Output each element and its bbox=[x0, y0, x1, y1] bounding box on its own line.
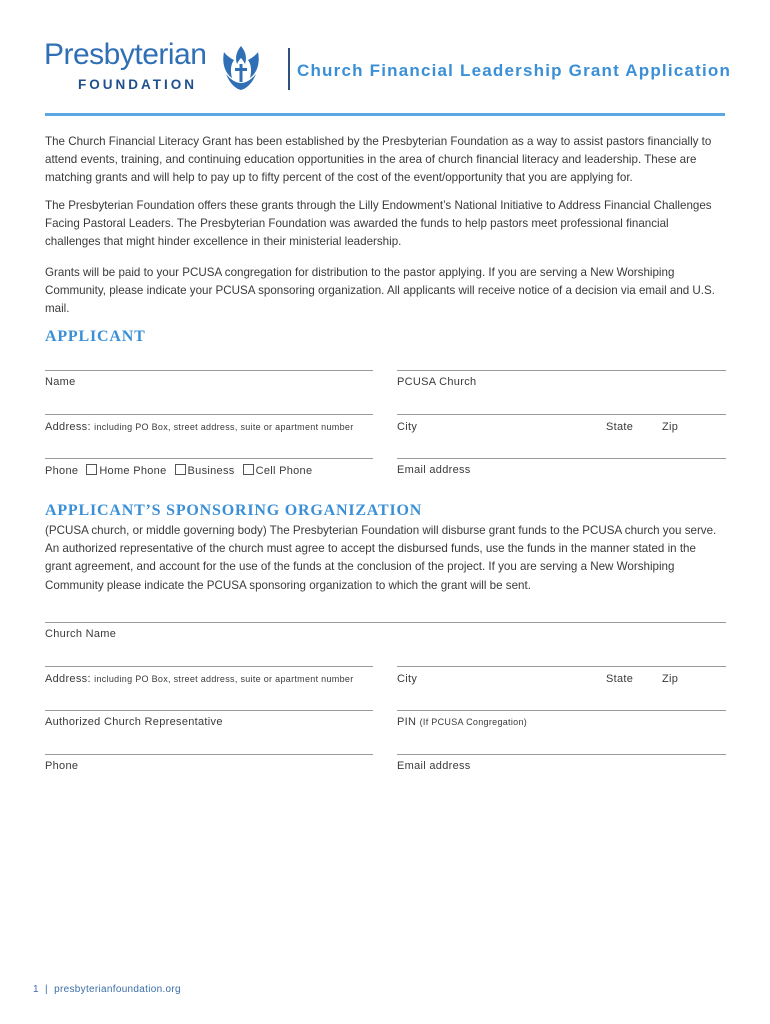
church-field-line[interactable] bbox=[397, 370, 726, 371]
phone-field-line[interactable] bbox=[45, 458, 373, 459]
city-label: City bbox=[397, 421, 418, 433]
logo-wordmark: Presbyterian bbox=[44, 38, 207, 71]
rep-field-line[interactable] bbox=[45, 710, 373, 711]
footer-separator: | bbox=[45, 984, 48, 995]
page-footer bbox=[33, 984, 181, 995]
address-hint: including PO Box, street address, suite or apartment number bbox=[94, 422, 354, 432]
sponsor-address-label bbox=[45, 673, 354, 685]
sponsor-address-label-text: Address: bbox=[45, 673, 91, 685]
state-label: State bbox=[606, 421, 634, 433]
sponsor-description: (PCUSA church, or middle governing body) The Presbyterian Foundation will disburse grant funds to the PCUSA church you serve. An authorized representative of the church must agree to accept the disbursed funds, use the funds in the manner stated in the grant agreement, and account for the use of the funds at the conclusion of the project. If you are serving a New Worshiping Community please indicate the PCUSA sponsoring organization to which the grant will be sent. bbox=[45, 524, 717, 592]
sponsor-email-field-line[interactable] bbox=[397, 754, 726, 755]
footer-website-link[interactable]: presbyterianfoundation.org bbox=[54, 984, 181, 995]
sponsor-zip-label: Zip bbox=[662, 673, 679, 685]
rep-label: Authorized Church Representative bbox=[45, 716, 223, 728]
business-checkbox[interactable] bbox=[175, 464, 186, 475]
sponsor-heading: APPLICANT’S SPONSORING ORGANIZATION bbox=[45, 502, 423, 519]
sponsor-city-field-line[interactable] bbox=[397, 666, 726, 667]
sponsor-phone-label: Phone bbox=[45, 760, 79, 772]
church-label: PCUSA Church bbox=[397, 376, 477, 388]
city-field-line[interactable] bbox=[397, 414, 726, 415]
name-field-line[interactable] bbox=[45, 370, 373, 371]
cell-phone-checkbox[interactable] bbox=[243, 464, 254, 475]
phone-label: Phone bbox=[45, 465, 79, 477]
name-label: Name bbox=[45, 376, 76, 388]
page-title: Church Financial Leadership Grant Application bbox=[297, 61, 732, 80]
intro-paragraph-2: The Presbyterian Foundation offers these grants through the Lilly Endowment’s National Initiative to Address Financial Challenges Facing Pastoral Leaders. The Presbyterian Foundation was awarded the funds to help pastors meet professional financial challenges that might hinder excellence in their ministerial leadership. bbox=[45, 199, 712, 249]
cell-phone-label: Cell Phone bbox=[255, 465, 313, 477]
intro-paragraph-1: The Church Financial Literacy Grant has been established by the Presbyterian Foundation as a way to assist pastors financially to attend events, training, and continuing education opportunities in the area of church financial literacy and leadership. These are matching grants and will help to pay up to fifty percent of the cost of the event/opportunity that you are applying for. bbox=[45, 135, 712, 185]
sponsor-address-field-line[interactable] bbox=[45, 666, 373, 667]
intro-paragraph-3: Grants will be paid to your PCUSA congregation for distribution to the pastor applying. If you are serving a New Worshiping Community, please indicate your PCUSA sponsoring organization. All applicants will receive notice of a decision via email and U.S. mail. bbox=[45, 266, 715, 316]
applicant-heading: APPLICANT bbox=[45, 328, 146, 345]
zip-label: Zip bbox=[662, 421, 679, 433]
sponsor-state-label: State bbox=[606, 673, 634, 685]
home-phone-checkbox[interactable] bbox=[86, 464, 97, 475]
pin-label-text: PIN bbox=[397, 716, 417, 728]
phone-row bbox=[45, 464, 312, 477]
header-divider bbox=[288, 48, 290, 90]
address-label-text: Address: bbox=[45, 421, 91, 433]
sponsor-city-label: City bbox=[397, 673, 418, 685]
sponsor-address-hint: including PO Box, street address, suite or apartment number bbox=[94, 674, 354, 684]
cross-flame-icon bbox=[218, 44, 264, 92]
address-label bbox=[45, 421, 354, 433]
business-label: Business bbox=[187, 465, 235, 477]
header-rule bbox=[45, 113, 725, 116]
page-number: 1 bbox=[33, 984, 39, 995]
pin-field-line[interactable] bbox=[397, 710, 726, 711]
sponsor-phone-field-line[interactable] bbox=[45, 754, 373, 755]
address-field-line[interactable] bbox=[45, 414, 373, 415]
email-field-line[interactable] bbox=[397, 458, 726, 459]
email-label: Email address bbox=[397, 464, 471, 476]
church-name-field-line[interactable] bbox=[45, 622, 726, 623]
home-phone-label: Home Phone bbox=[99, 465, 167, 477]
sponsor-email-label: Email address bbox=[397, 760, 471, 772]
church-name-label: Church Name bbox=[45, 628, 117, 640]
pin-label bbox=[397, 716, 527, 728]
logo-subtitle: FOUNDATION bbox=[78, 77, 197, 92]
pin-hint: (If PCUSA Congregation) bbox=[419, 717, 528, 727]
